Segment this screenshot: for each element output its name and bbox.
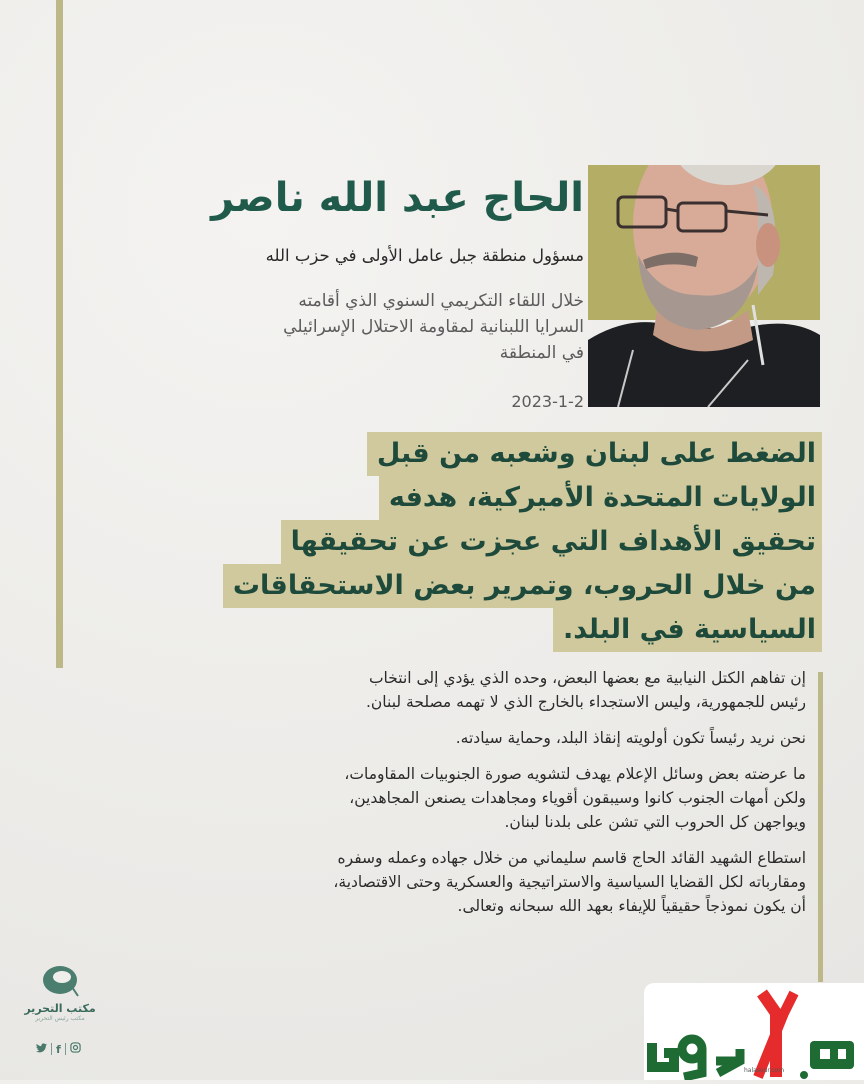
context-line: السرايا اللبنانية لمقاومة الاحتلال الإسرائيلي — [283, 317, 584, 337]
twitter-icon[interactable] — [36, 1043, 47, 1056]
watermark-url: halasour.com — [744, 1067, 785, 1074]
paragraph — [66, 846, 806, 918]
quote-line: من خلال الحروب، وتمرير بعض الاستحقاقات — [223, 564, 822, 608]
social-links — [36, 1042, 81, 1056]
body-line: نحن نريد رئيساً تكون أولويته إنقاذ البلد، وحماية سيادته. — [455, 729, 806, 747]
event-date: 2023-1-2 — [511, 392, 584, 411]
body-line: إن تفاهم الكتل النيابية مع بعضها البعض، وحده الذي يؤدي إلى انتخاب — [368, 669, 806, 687]
separator — [65, 1043, 66, 1055]
body-line: استطاع الشهيد القائد الحاج قاسم سليماني من خلال جهاده وعمله وسفره — [337, 849, 806, 867]
separator — [51, 1043, 52, 1055]
highlighted-quote — [122, 432, 822, 652]
publisher-name: مكتب التحرير — [24, 1002, 96, 1015]
paragraph — [66, 726, 806, 750]
body-line: ما عرضته بعض وسائل الإعلام يهدف لتشويه صورة الجنوبيات المقاومات، — [344, 765, 806, 783]
quote-line: السياسية في البلد. — [553, 608, 822, 652]
paragraph — [66, 666, 806, 714]
body-line: أن يكون نموذجاً حقيقياً للإيفاء بعهد الله سبحانه وتعالى. — [457, 897, 806, 915]
body-line: ويواجهن كل الحروب التي تشن على بلدنا لبنان. — [504, 813, 806, 831]
portrait-photo — [588, 165, 820, 407]
quote-line: تحقيق الأهداف التي عجزت عن تحقيقها — [281, 520, 822, 564]
person-role: مسؤول منطقة جبل عامل الأولى في حزب الله — [265, 246, 584, 265]
person-name: الحاج عبد الله ناصر — [211, 175, 584, 221]
instagram-icon[interactable] — [70, 1042, 81, 1056]
context-line: في المنطقة — [499, 343, 584, 363]
quote-line: الضغط على لبنان وشعبه من قبل — [367, 432, 822, 476]
body-line: ولكن أمهات الجنوب كانوا وسيبقون أقوياء ومجاهدات يصنعن المجاهدين، — [349, 789, 806, 807]
publisher-logo — [20, 962, 100, 1023]
body-line: رئيس للجمهورية، وليس الاستجداء بالخارج الذي لا تهمه مصلحة لبنان. — [365, 693, 806, 711]
quote-line: الولايات المتحدة الأميركية، هدفه — [379, 476, 822, 520]
body-line: ومقارباته لكل القضايا السياسية والاستراتيجية والعسكرية وحتى الاقتصادية، — [333, 873, 806, 891]
context-line: خلال اللقاء التكريمي السنوي الذي أقامته — [298, 291, 584, 311]
publisher-logo-mark — [40, 962, 80, 998]
watermark — [644, 983, 864, 1080]
statement-body — [66, 666, 806, 930]
paragraph — [66, 762, 806, 834]
event-context — [44, 288, 584, 366]
watermark-logo — [644, 983, 864, 1080]
facebook-icon[interactable]: f — [56, 1042, 61, 1056]
right-accent-line — [818, 672, 823, 982]
publisher-subtitle: مكتب رئيس التحرير — [35, 1015, 85, 1022]
